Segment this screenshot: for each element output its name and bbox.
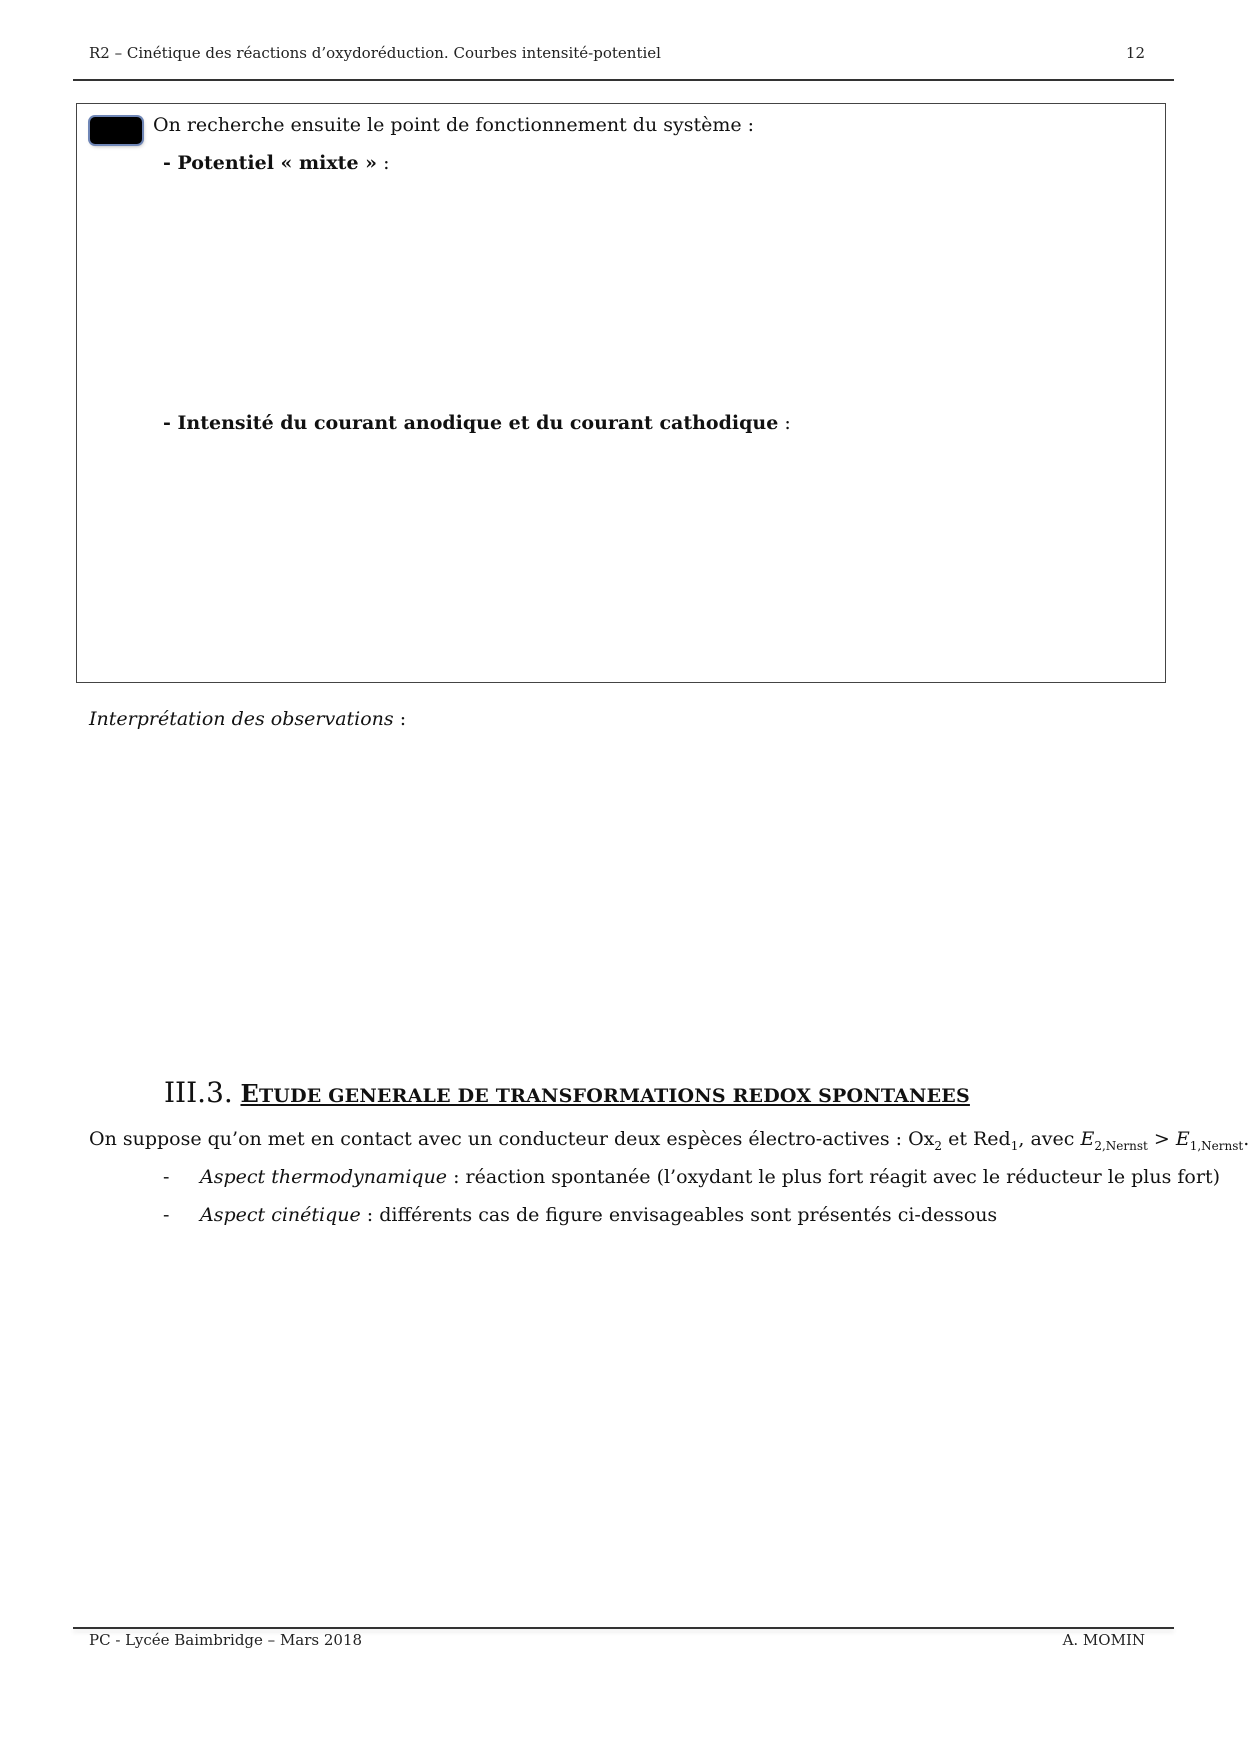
e2-symbol: E bbox=[1080, 1128, 1095, 1150]
item-intensite-courant bbox=[163, 412, 791, 434]
section-heading bbox=[164, 1076, 970, 1109]
interpretation-label: Interprétation des observations bbox=[89, 708, 394, 730]
item-potentiel-mixte-label: - Potentiel « mixte » bbox=[163, 152, 378, 174]
e2-subscript: 2,Nernst bbox=[1094, 1138, 1148, 1153]
box-intro-text: On recherche ensuite le point de fonctionnement du système : bbox=[153, 114, 755, 136]
section-number: III.3. bbox=[164, 1076, 233, 1109]
footer-author: A. MOMIN bbox=[1062, 1631, 1145, 1649]
interpretation-suffix: : bbox=[393, 708, 407, 730]
item-intensite-courant-label: - Intensité du courant anodique et du courant cathodique bbox=[163, 412, 779, 434]
ox-species: Ox bbox=[908, 1128, 935, 1150]
bullet-text: : réaction spontanée (l’oxydant le plus fort réagit avec le réducteur le plus fort) bbox=[447, 1166, 1220, 1188]
paragraph-end: . bbox=[1243, 1128, 1249, 1150]
avec-text: , avec bbox=[1018, 1128, 1081, 1150]
bullet-item bbox=[163, 1166, 1220, 1188]
greater-than: > bbox=[1147, 1128, 1176, 1150]
item-potentiel-mixte-suffix: : bbox=[377, 152, 390, 174]
page-number: 12 bbox=[1125, 44, 1145, 62]
and-text: et bbox=[942, 1128, 973, 1150]
bullet-label: Aspect cinétique bbox=[200, 1204, 361, 1226]
bullet-label: Aspect thermodynamique bbox=[200, 1166, 448, 1188]
section-title-rest: TUDE GENERALE DE TRANSFORMATIONS REDOX SPONTANEES bbox=[258, 1085, 970, 1107]
item-potentiel-mixte bbox=[163, 152, 390, 174]
red-subscript: 1 bbox=[1010, 1138, 1019, 1153]
interpretation-heading bbox=[89, 708, 406, 730]
bullet-item bbox=[163, 1204, 997, 1226]
footer-left-text: PC - Lycée Baimbridge – Mars 2018 bbox=[89, 1631, 363, 1649]
intro-paragraph bbox=[89, 1128, 1249, 1153]
bullet-dash: - bbox=[163, 1166, 170, 1188]
bullet-dash: - bbox=[163, 1204, 170, 1226]
e1-subscript: 1,Nernst bbox=[1189, 1138, 1244, 1153]
footer-divider bbox=[73, 1627, 1174, 1629]
paragraph-text: On suppose qu’on met en contact avec un conducteur deux espèces électro-actives : bbox=[89, 1128, 909, 1150]
item-intensite-courant-suffix: : bbox=[778, 412, 791, 434]
bullet-text: : différents cas de figure envisageables sont présentés ci-dessous bbox=[360, 1204, 998, 1226]
red-species: Red bbox=[973, 1128, 1011, 1150]
e1-symbol: E bbox=[1175, 1128, 1190, 1150]
document-title: R2 – Cinétique des réactions d’oxydoréduction. Courbes intensité-potentiel bbox=[89, 44, 661, 62]
header-divider bbox=[73, 79, 1174, 81]
section-title bbox=[240, 1079, 970, 1108]
ox-subscript: 2 bbox=[934, 1138, 943, 1153]
answer-box bbox=[76, 103, 1166, 683]
page-header bbox=[73, 38, 1173, 78]
pointing-hand-icon bbox=[90, 117, 142, 144]
section-title-initial: E bbox=[240, 1079, 259, 1108]
